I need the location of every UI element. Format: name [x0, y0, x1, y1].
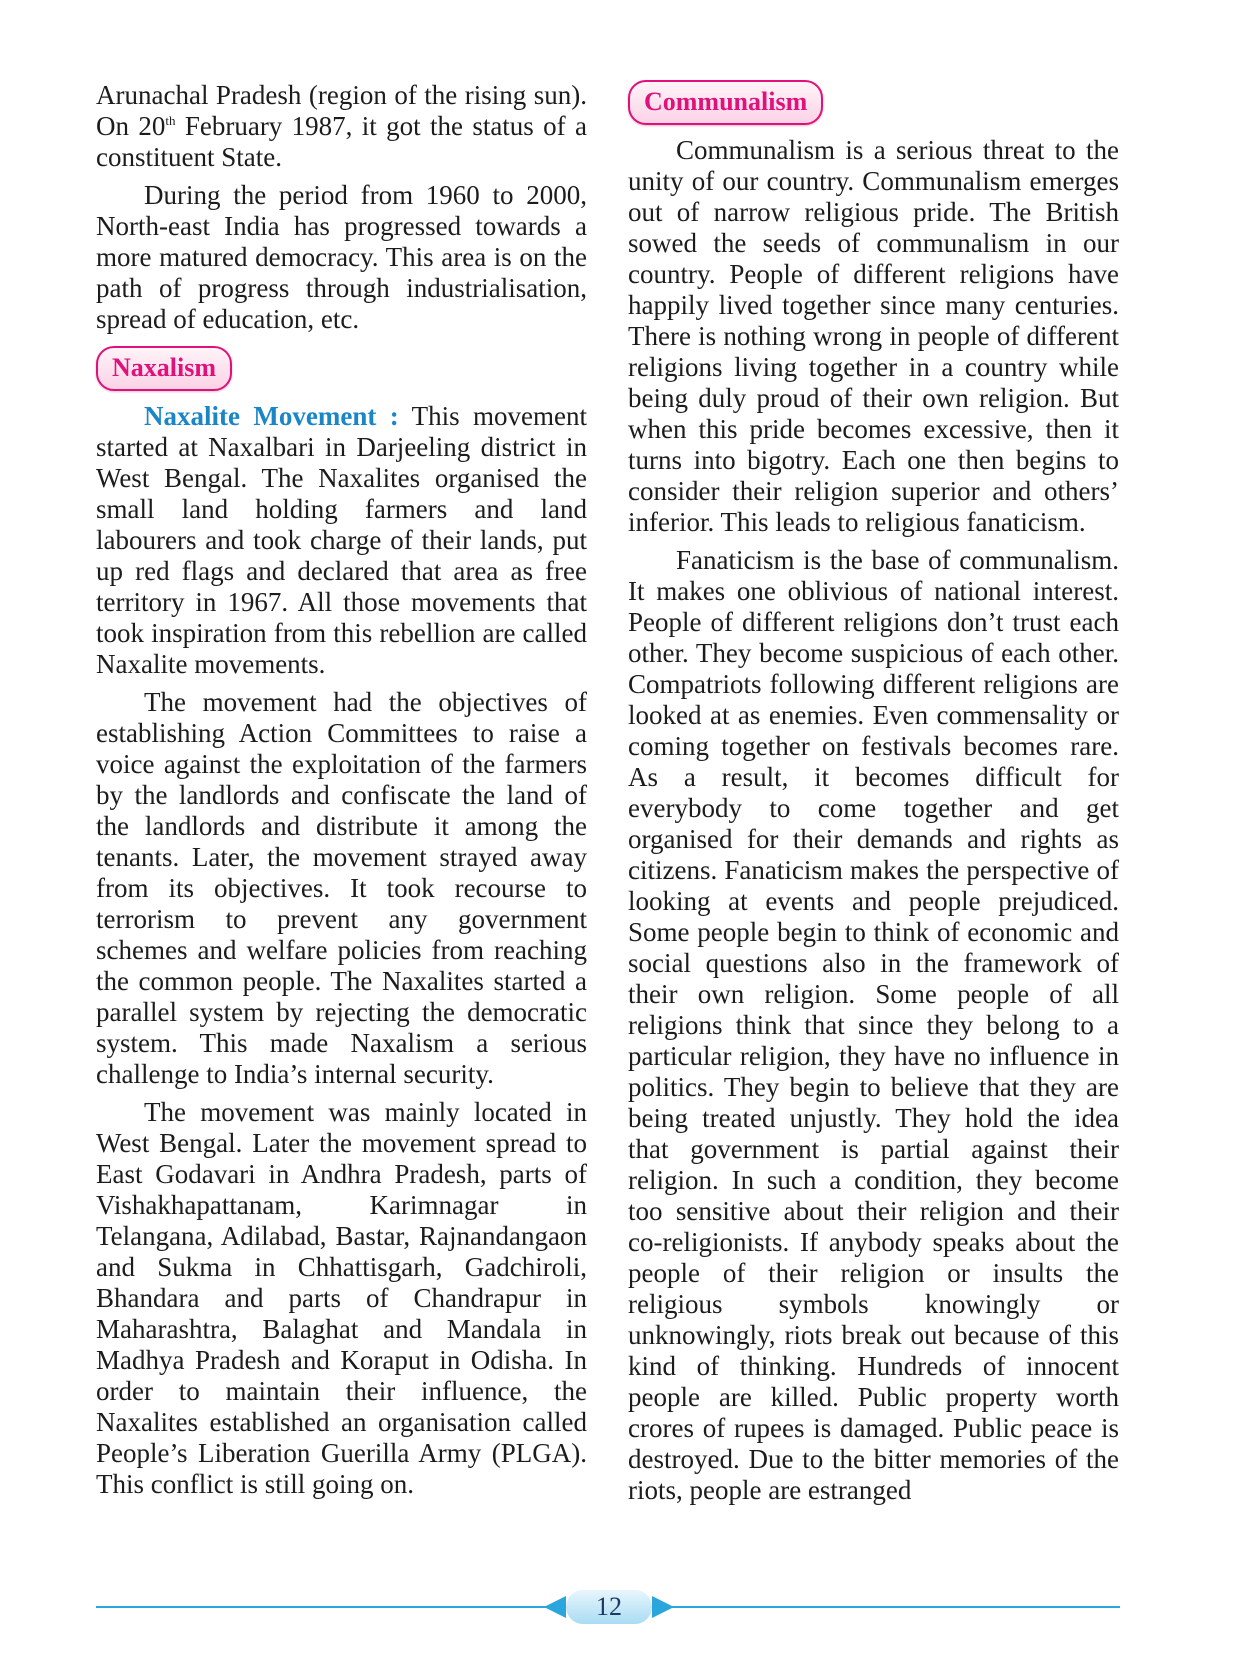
right-column	[628, 80, 1119, 1513]
section-heading-naxalism: Naxalism	[96, 346, 232, 391]
paragraph-fanaticism: Fanaticism is the base of communalism. It makes one oblivious of national interest. People of different religions don’t trust each other. They become suspicious of each other. Compatriots following different religions are looked at as enemies. Even commensality or coming together on festivals becomes rare. As a result, it becomes difficult for everybody to come together and get organised for their demands and rights as citizens. Fanaticism makes the perspective of looking at events and people prejudiced. Some people begin to think of economic and social questions also in the framework of their own religion. Some people of all religions think that since they belong to a particular religion, they have no influence in politics. They begin to believe that they are being treated unjustly. They hold the idea that government is partial against their religion. In such a condition, they become too sensitive about their religion and their co-religionists. If anybody speaks about the people of their religion or insults the religious symbols knowingly or unknowingly, riots break out because of this kind of thinking. Hundreds of innocent people are killed. Public property worth crores of rupees is damaged. Public peace is destroyed. Due to the bitter memories of the riots, people are estranged	[628, 545, 1119, 1505]
paragraph-location: The movement was mainly located in West Bengal. Later the movement spread to East Godavari in Andhra Pradesh, parts of Vishakhapattanam, Karimnagar in Telangana, Adilabad, Bastar, Rajnandangaon and Sukma in Chhattisgarh, Gadchiroli, Bhandara and parts of Chandrapur in Maharashtra, Balaghat and Mandala in Madhya Pradesh and Koraput in Odisha. In order to maintain their influence, the Naxalites established an organisation called People’s Liberation Guerilla Army (PLGA). This conflict is still going on.	[96, 1097, 587, 1499]
paragraph-communalism: Communalism is a serious threat to the unity of our country. Communalism emerges out of narrow religious pride. The British sowed the seeds of communalism in our country. People of different religions have happily lived together since many centuries. There is nothing wrong in people of different religions living together in a country while being duly proud of their own religion. But when this pride becomes excessive, then it turns into bigotry. Each one then begins to consider their religion superior and others’ inferior. This leads to religious fanaticism.	[628, 135, 1119, 537]
paragraph-objectives: The movement had the objectives of establishing Action Committees to raise a voice against the exploitation of the farmers by the landlords and confiscate the land of the landlords and distribute it among the tenants. Later, the movement strayed away from its objectives. It took recourse to terrorism to prevent any government schemes and welfare policies from reaching the common people. The Naxalites started a parallel system by rejecting the democratic system. This made Naxalism a serious challenge to India’s internal security.	[96, 687, 587, 1089]
footer-arrow-right	[652, 1596, 674, 1618]
paragraph-progress: During the period from 1960 to 2000, North-east India has progressed towards a more matured democracy. This area is on the path of progress through industrialisation, spread of education, etc.	[96, 180, 587, 334]
left-column	[96, 80, 587, 1507]
paragraph-continued	[96, 80, 587, 173]
ordinal-superscript: th	[165, 113, 176, 128]
section-heading-communalism: Communalism	[628, 80, 823, 125]
paragraph-text: February 1987, it got the status of a constituent State.	[96, 111, 588, 172]
paragraph-naxalite-movement	[96, 401, 587, 680]
footer-arrow-left	[544, 1596, 566, 1618]
paragraph-text: Arunachal Pradesh (region of the rising sun). On 20	[96, 80, 587, 141]
paragraph-text: This movement started at Naxalbari in Darjeeling district in West Bengal. The Naxalites organised the small land holding farmers and land labourers and took charge of their lands, put up red flags and declared that area as free territory in 1967. All those movements that took inspiration from this rebellion are called Naxalite movements.	[96, 401, 587, 679]
page-number: 12	[566, 1590, 652, 1624]
subheading-naxalite-movement: Naxalite Movement :	[144, 401, 399, 431]
